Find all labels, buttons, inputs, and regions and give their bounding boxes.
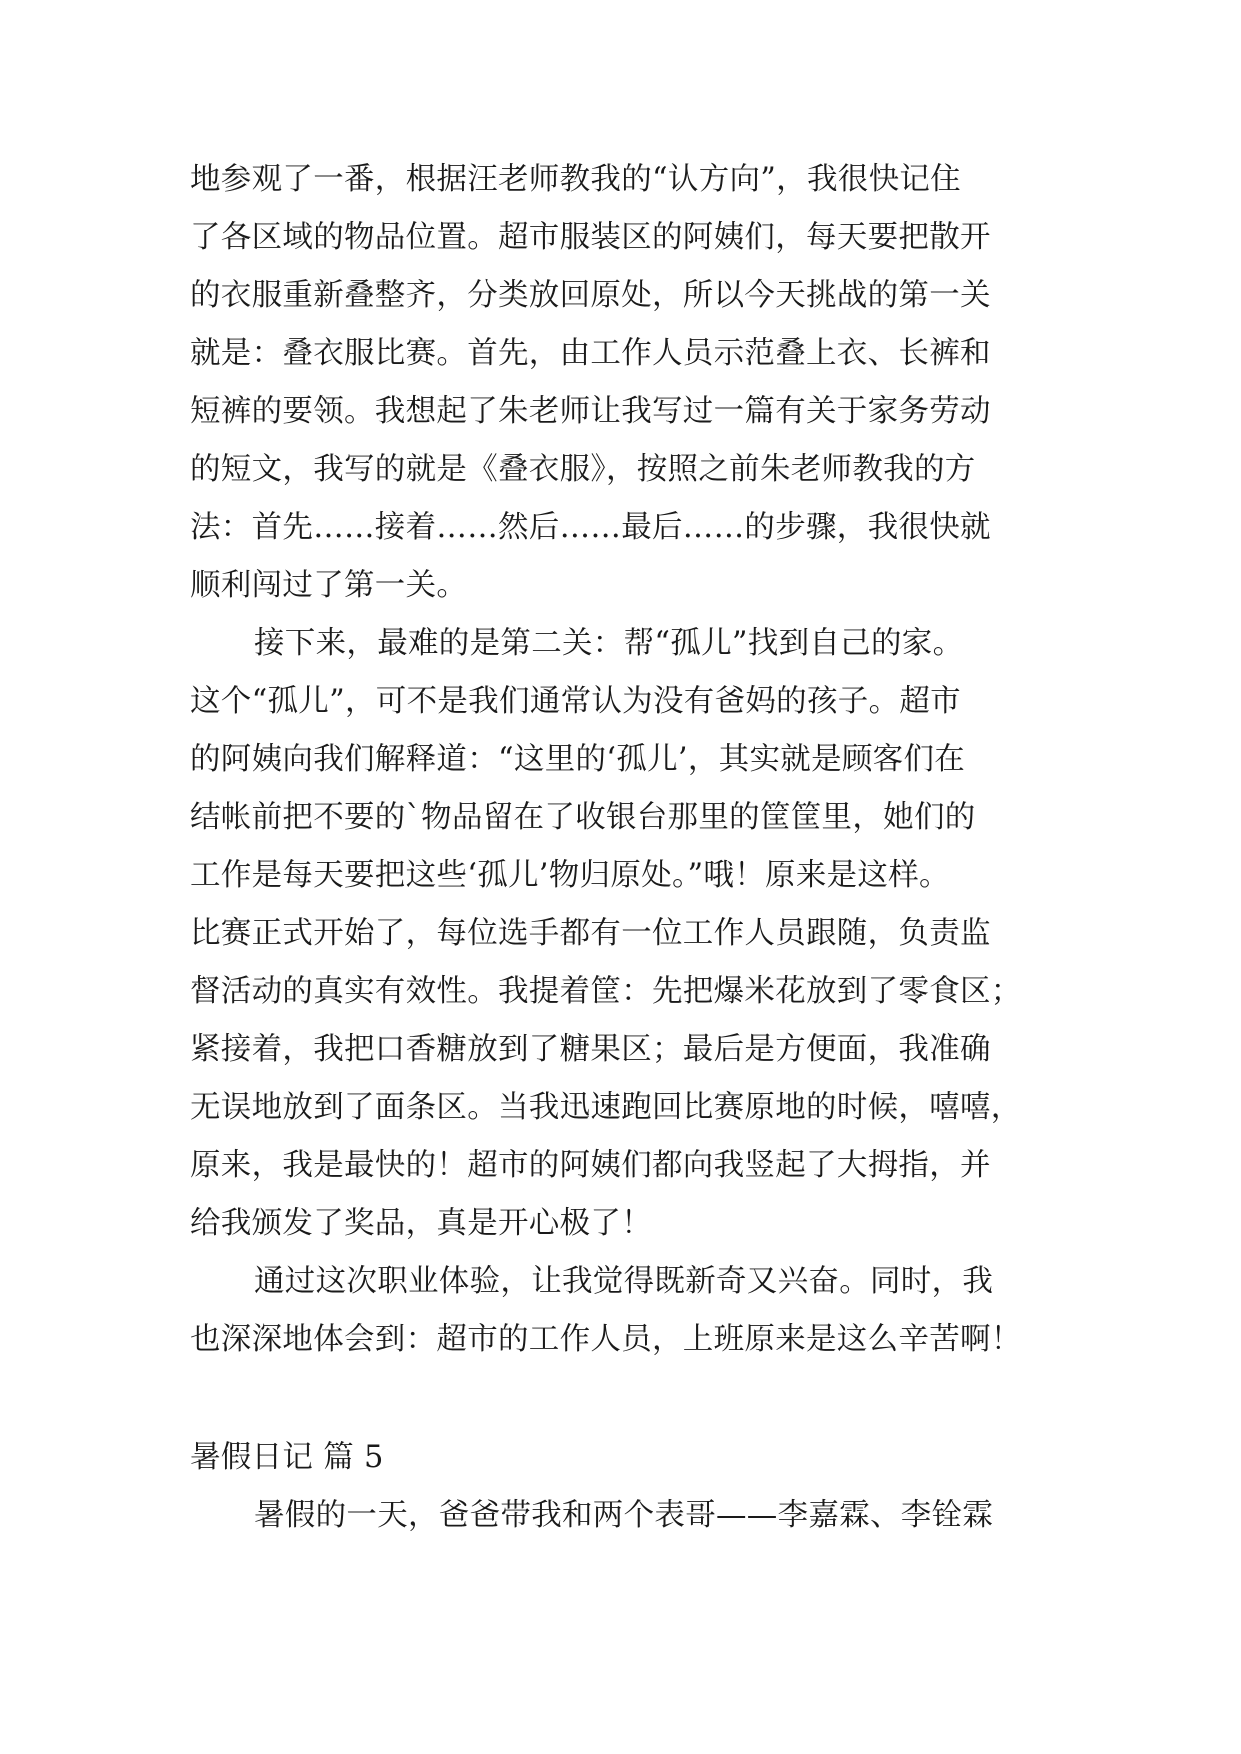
body-text-line: 原来，我是最快的！超市的阿姨们都向我竖起了大拇指，并: [190, 1148, 991, 1183]
paragraph-start-line: 暑假的一天，爸爸带我和两个表哥——李嘉霖、李铨霖: [254, 1498, 994, 1533]
body-text-line: 工作是每天要把这些‘孤儿’物归原处。”哦！原来是这样。: [190, 858, 950, 893]
body-text-line: 比赛正式开始了，每位选手都有一位工作人员跟随，负责监: [190, 916, 991, 951]
body-text-line: 的短文，我写的就是《叠衣服》，按照之前朱老师教我的方: [190, 452, 976, 487]
paragraph-start-line: 通过这次职业体验，让我觉得既新奇又兴奋。同时，我: [254, 1264, 994, 1299]
body-text-line: 督活动的真实有效性。我提着筐：先把爆米花放到了零食区；: [190, 974, 1022, 1009]
body-text-line: 这个“孤儿”，可不是我们通常认为没有爸妈的孩子。超市: [190, 684, 961, 719]
body-text-line: 了各区域的物品位置。超市服装区的阿姨们，每天要把散开: [190, 220, 991, 255]
body-text-line: 就是：叠衣服比赛。首先，由工作人员示范叠上衣、长裤和: [190, 336, 991, 371]
paragraph-start-line: 接下来，最难的是第二关：帮“孤儿”找到自己的家。: [254, 626, 964, 661]
body-text-line: 给我颁发了奖品，真是开心极了！: [190, 1206, 652, 1241]
body-text-line: 顺利闯过了第一关。: [190, 568, 468, 603]
body-text-line: 地参观了一番，根据汪老师教我的“认方向”，我很快记住: [190, 162, 961, 197]
section-heading: 暑假日记 篇 5: [190, 1440, 384, 1475]
body-text-line: 短裤的要领。我想起了朱老师让我写过一篇有关于家务劳动: [190, 394, 991, 429]
body-text-line: 法：首先……接着……然后……最后……的步骤，我很快就: [190, 510, 991, 545]
body-text-line: 结帐前把不要的`物品留在了收银台那里的筐筐里，她们的: [190, 800, 976, 835]
body-text-line: 也深深地体会到：超市的工作人员，上班原来是这么辛苦啊！: [190, 1322, 1022, 1357]
body-text-line: 紧接着，我把口香糖放到了糖果区；最后是方便面，我准确: [190, 1032, 991, 1067]
body-text-line: 的阿姨向我们解释道：“这里的‘孤儿’，其实就是顾客们在: [190, 742, 966, 777]
body-text-line: 的衣服重新叠整齐，分类放回原处，所以今天挑战的第一关: [190, 278, 991, 313]
body-text-line: 无误地放到了面条区。当我迅速跑回比赛原地的时候，嘻嘻，: [190, 1090, 1022, 1125]
